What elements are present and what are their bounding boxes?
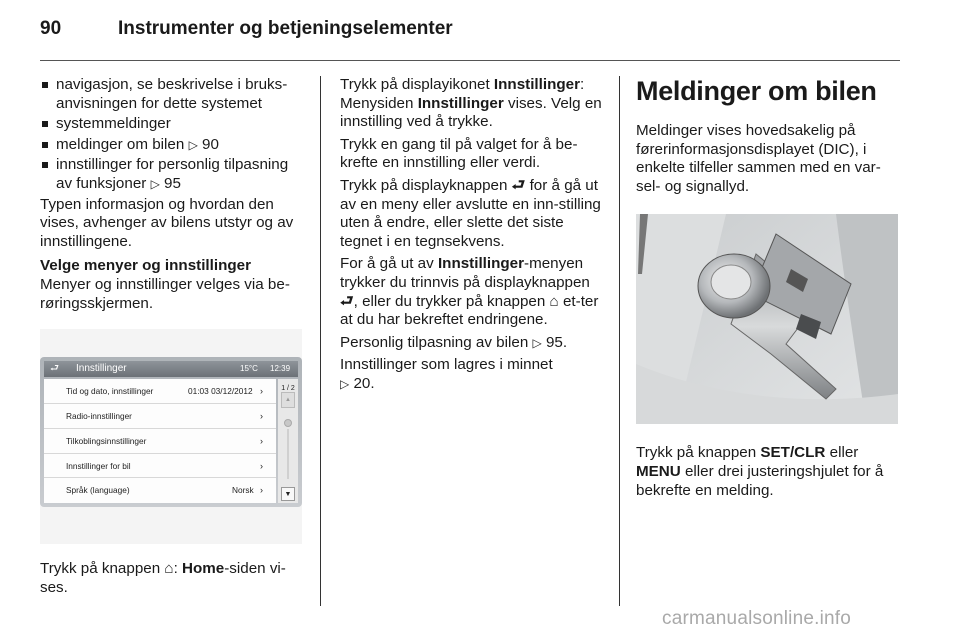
triangle-right-icon: ▷ bbox=[150, 176, 160, 191]
list-item[interactable]: Innstillinger for bil › bbox=[44, 454, 276, 479]
paragraph: Personlig tilpasning av bilen ▷ 95. bbox=[340, 333, 568, 351]
back-arrow-icon: ⮐ bbox=[340, 292, 354, 310]
clock: 12:39 bbox=[270, 364, 291, 374]
scroll-down-button[interactable]: ▼ bbox=[281, 487, 295, 501]
bullet-item: meldinger om bilen ▷ 90 bbox=[40, 136, 306, 155]
list-item[interactable]: Tilkoblingsinnstillinger › bbox=[44, 429, 276, 454]
figure-caption: Trykk på knappen ⌂: Home-siden vi-ses. bbox=[40, 560, 286, 596]
page-number: 90 bbox=[40, 18, 62, 39]
list-item[interactable]: Radio-innstillinger › bbox=[44, 404, 276, 429]
column-divider bbox=[320, 76, 321, 606]
chevron-right-icon: › bbox=[260, 435, 263, 446]
page-indicator: 1 / 2 bbox=[281, 385, 295, 393]
scroll-panel bbox=[278, 379, 298, 503]
column-2 bbox=[340, 76, 606, 398]
paragraph: Trykk på knappen SET/CLR eller MENU eller drei justeringshjulet for å bekrefte en melding. bbox=[636, 444, 884, 499]
paragraph: Meldinger vises hovedsakelig på førerinformasjonsdisplayet (DIC), i enkelte tilfeller sammen med en var-sel- og signallyd. bbox=[636, 122, 881, 195]
paragraph: Typen informasjon og hvordan den vises, avhenger av bilens utstyr og av innstillingene. bbox=[40, 195, 294, 250]
chevron-right-icon: › bbox=[260, 410, 263, 421]
scroll-knob[interactable] bbox=[284, 419, 292, 427]
paragraph: Innstillinger som lagres i minnet ▷ 20. bbox=[340, 356, 553, 392]
bullet-item: innstillinger for personlig tilpasning av funksjoner ▷ 95 bbox=[40, 156, 306, 193]
column-3 bbox=[636, 76, 902, 504]
triangle-right-icon: ▷ bbox=[188, 137, 198, 152]
triangle-right-icon: ▷ bbox=[340, 376, 350, 391]
subheading: Velge menyer og innstillinger bbox=[40, 257, 251, 275]
home-icon: ⌂ bbox=[549, 292, 559, 310]
header-rule bbox=[40, 60, 900, 61]
scroll-up-button[interactable]: ▲ bbox=[281, 392, 295, 408]
column-1 bbox=[40, 76, 306, 601]
page-title: Instrumenter og betjeningselementer bbox=[118, 18, 453, 39]
column-divider bbox=[619, 76, 620, 606]
triangle-right-icon: ▷ bbox=[532, 335, 542, 350]
bullet-item: navigasjon, se beskrivelse i bruks-anvisningen for dette systemet bbox=[40, 76, 306, 113]
chevron-right-icon: › bbox=[260, 460, 263, 471]
screen-title-bar bbox=[44, 361, 298, 377]
screen-frame bbox=[40, 357, 302, 507]
stalk-illustration bbox=[636, 214, 898, 424]
chevron-right-icon: › bbox=[260, 386, 263, 397]
home-icon: ⌂ bbox=[164, 560, 174, 578]
paragraph: Trykk på displayikonet Innstillinger: Menysiden Innstillinger vises. Velg en innstilling ved å trykke. bbox=[340, 76, 602, 131]
bullet-item: systemmeldinger bbox=[40, 115, 306, 134]
settings-screen-figure bbox=[40, 329, 302, 544]
list-item[interactable]: Tid og dato, innstillinger 01:03 03/12/2012 › bbox=[44, 379, 276, 404]
screen-title: Innstillinger bbox=[76, 363, 127, 375]
back-arrow-icon: ⮐ bbox=[511, 176, 526, 194]
back-arrow-icon[interactable]: ⮐ bbox=[50, 363, 59, 375]
paragraph: Trykk på displayknappen ⮐ for å gå ut av en meny eller avslutte en inn-stilling uten å endre, eller slette det siste tegnet i en tegnsekvens. bbox=[340, 176, 601, 250]
list-item[interactable]: Språk (language) Norsk › bbox=[44, 478, 276, 503]
section-heading: Meldinger om bilen bbox=[636, 76, 877, 106]
temperature: 15°C bbox=[240, 364, 258, 374]
chevron-right-icon: › bbox=[260, 485, 263, 496]
settings-list bbox=[44, 379, 276, 503]
scroll-track bbox=[287, 429, 289, 479]
paragraph: Menyer og innstillinger velges via be-røringsskjermen. bbox=[40, 275, 290, 312]
stalk-control-figure bbox=[636, 214, 898, 424]
paragraph: For å gå ut av Innstillinger-menyen trykker du trinnvis på displayknappen ⮐, eller du trykker på knappen ⌂ et-ter at du har bekreftet endringene. bbox=[340, 255, 599, 329]
paragraph: Trykk en gang til på valget for å be-krefte en innstilling eller verdi. bbox=[340, 135, 578, 172]
watermark: carmanualsonline.info bbox=[662, 608, 852, 629]
